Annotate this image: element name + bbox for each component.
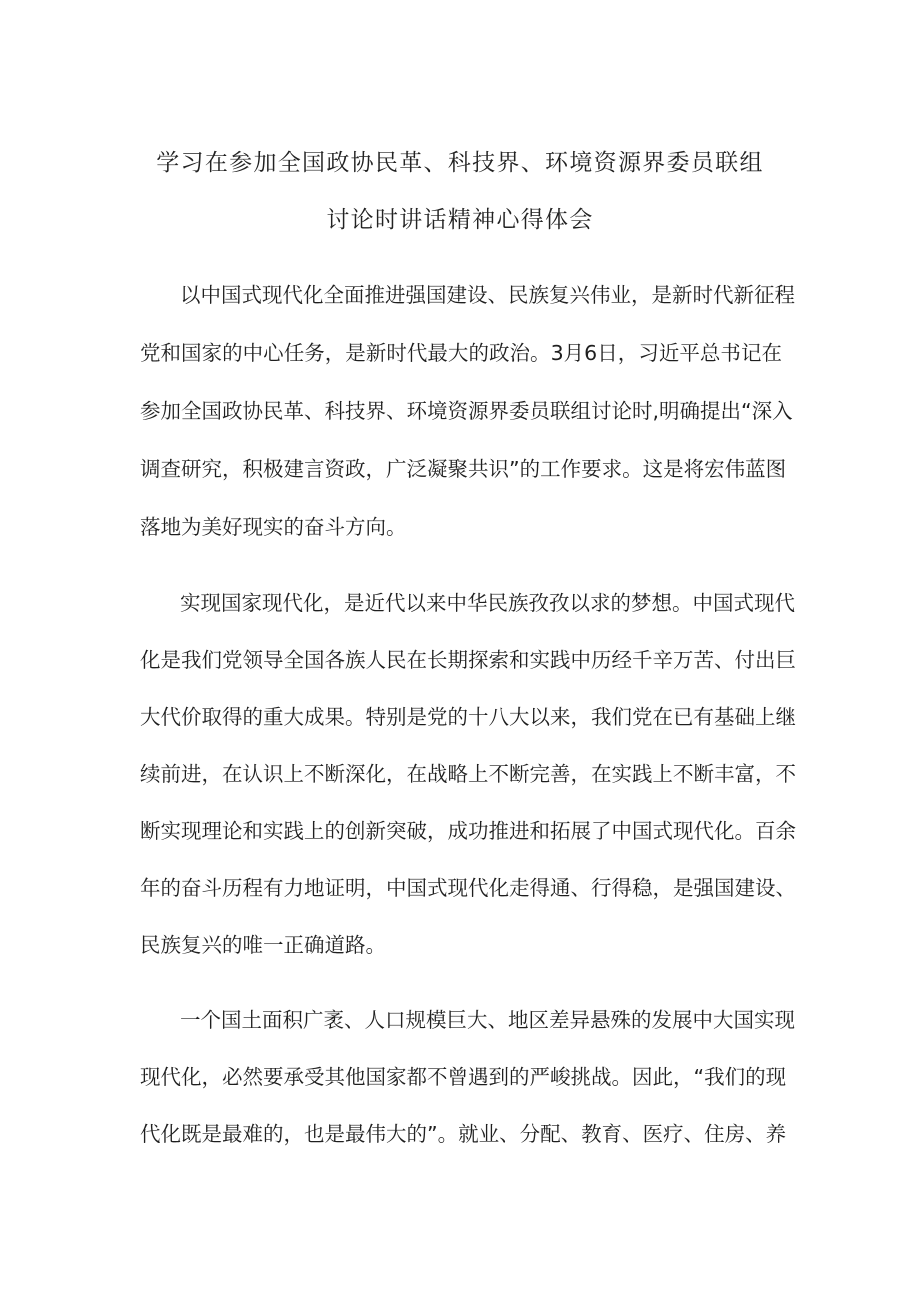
document-title-line-2: 讨论时讲话精神心得体会 [326,207,594,233]
paragraph-line: 一个国土面积广袤、人口规模巨大、地区差异悬殊的发展中大国实现 [180,1008,795,1032]
paragraph-line: 现代化，必然要承受其他国家都不曾遇到的严峻挑战。因此，“我们的现 [140,1065,787,1089]
paragraph-line: 落地为美好现实的奋斗方向。 [140,515,407,539]
paragraph-line: 以中国式现代化全面推进强国建设、民族复兴伟业，是新时代新征程 [180,283,795,307]
paragraph-line: 化是我们党领导全国各族人民在长期探索和实践中历经千辛万苦、付出巨 [140,648,796,672]
paragraph-line: 续前进，在认识上不断深化，在战略上不断完善，在实践上不断丰富，不 [140,762,796,786]
paragraph-line: 代化既是最难的，也是最伟大的”。就业、分配、教育、医疗、住房、养 [140,1122,787,1146]
paragraph-line: 调查研究，积极建言资政，广泛凝聚共识”的工作要求。这是将宏伟蓝图 [140,457,787,481]
paragraph-line: 民族复兴的唯一正确道路。 [140,933,386,957]
paragraph-line: 实现国家现代化，是近代以来中华民族孜孜以求的梦想。中国式现代 [180,591,795,615]
document-title-line-1: 学习在参加全国政协民革、科技界、环境资源界委员联组 [156,150,764,176]
paragraph-line: 年的奋斗历程有力地证明，中国式现代化走得通、行得稳，是强国建设、 [140,876,796,900]
paragraph-line: 断实现理论和实践上的创新突破，成功推进和拓展了中国式现代化。百余 [140,819,796,843]
paragraph-line: 党和国家的中心任务，是新时代最大的政治。3月6日，习近平总书记在 [140,341,782,365]
paragraph-line: 大代价取得的重大成果。特别是党的十八大以来，我们党在已有基础上继 [140,705,796,729]
paragraph-line: 参加全国政协民革、科技界、环境资源界委员联组讨论时,明确提出“深入 [140,399,793,423]
